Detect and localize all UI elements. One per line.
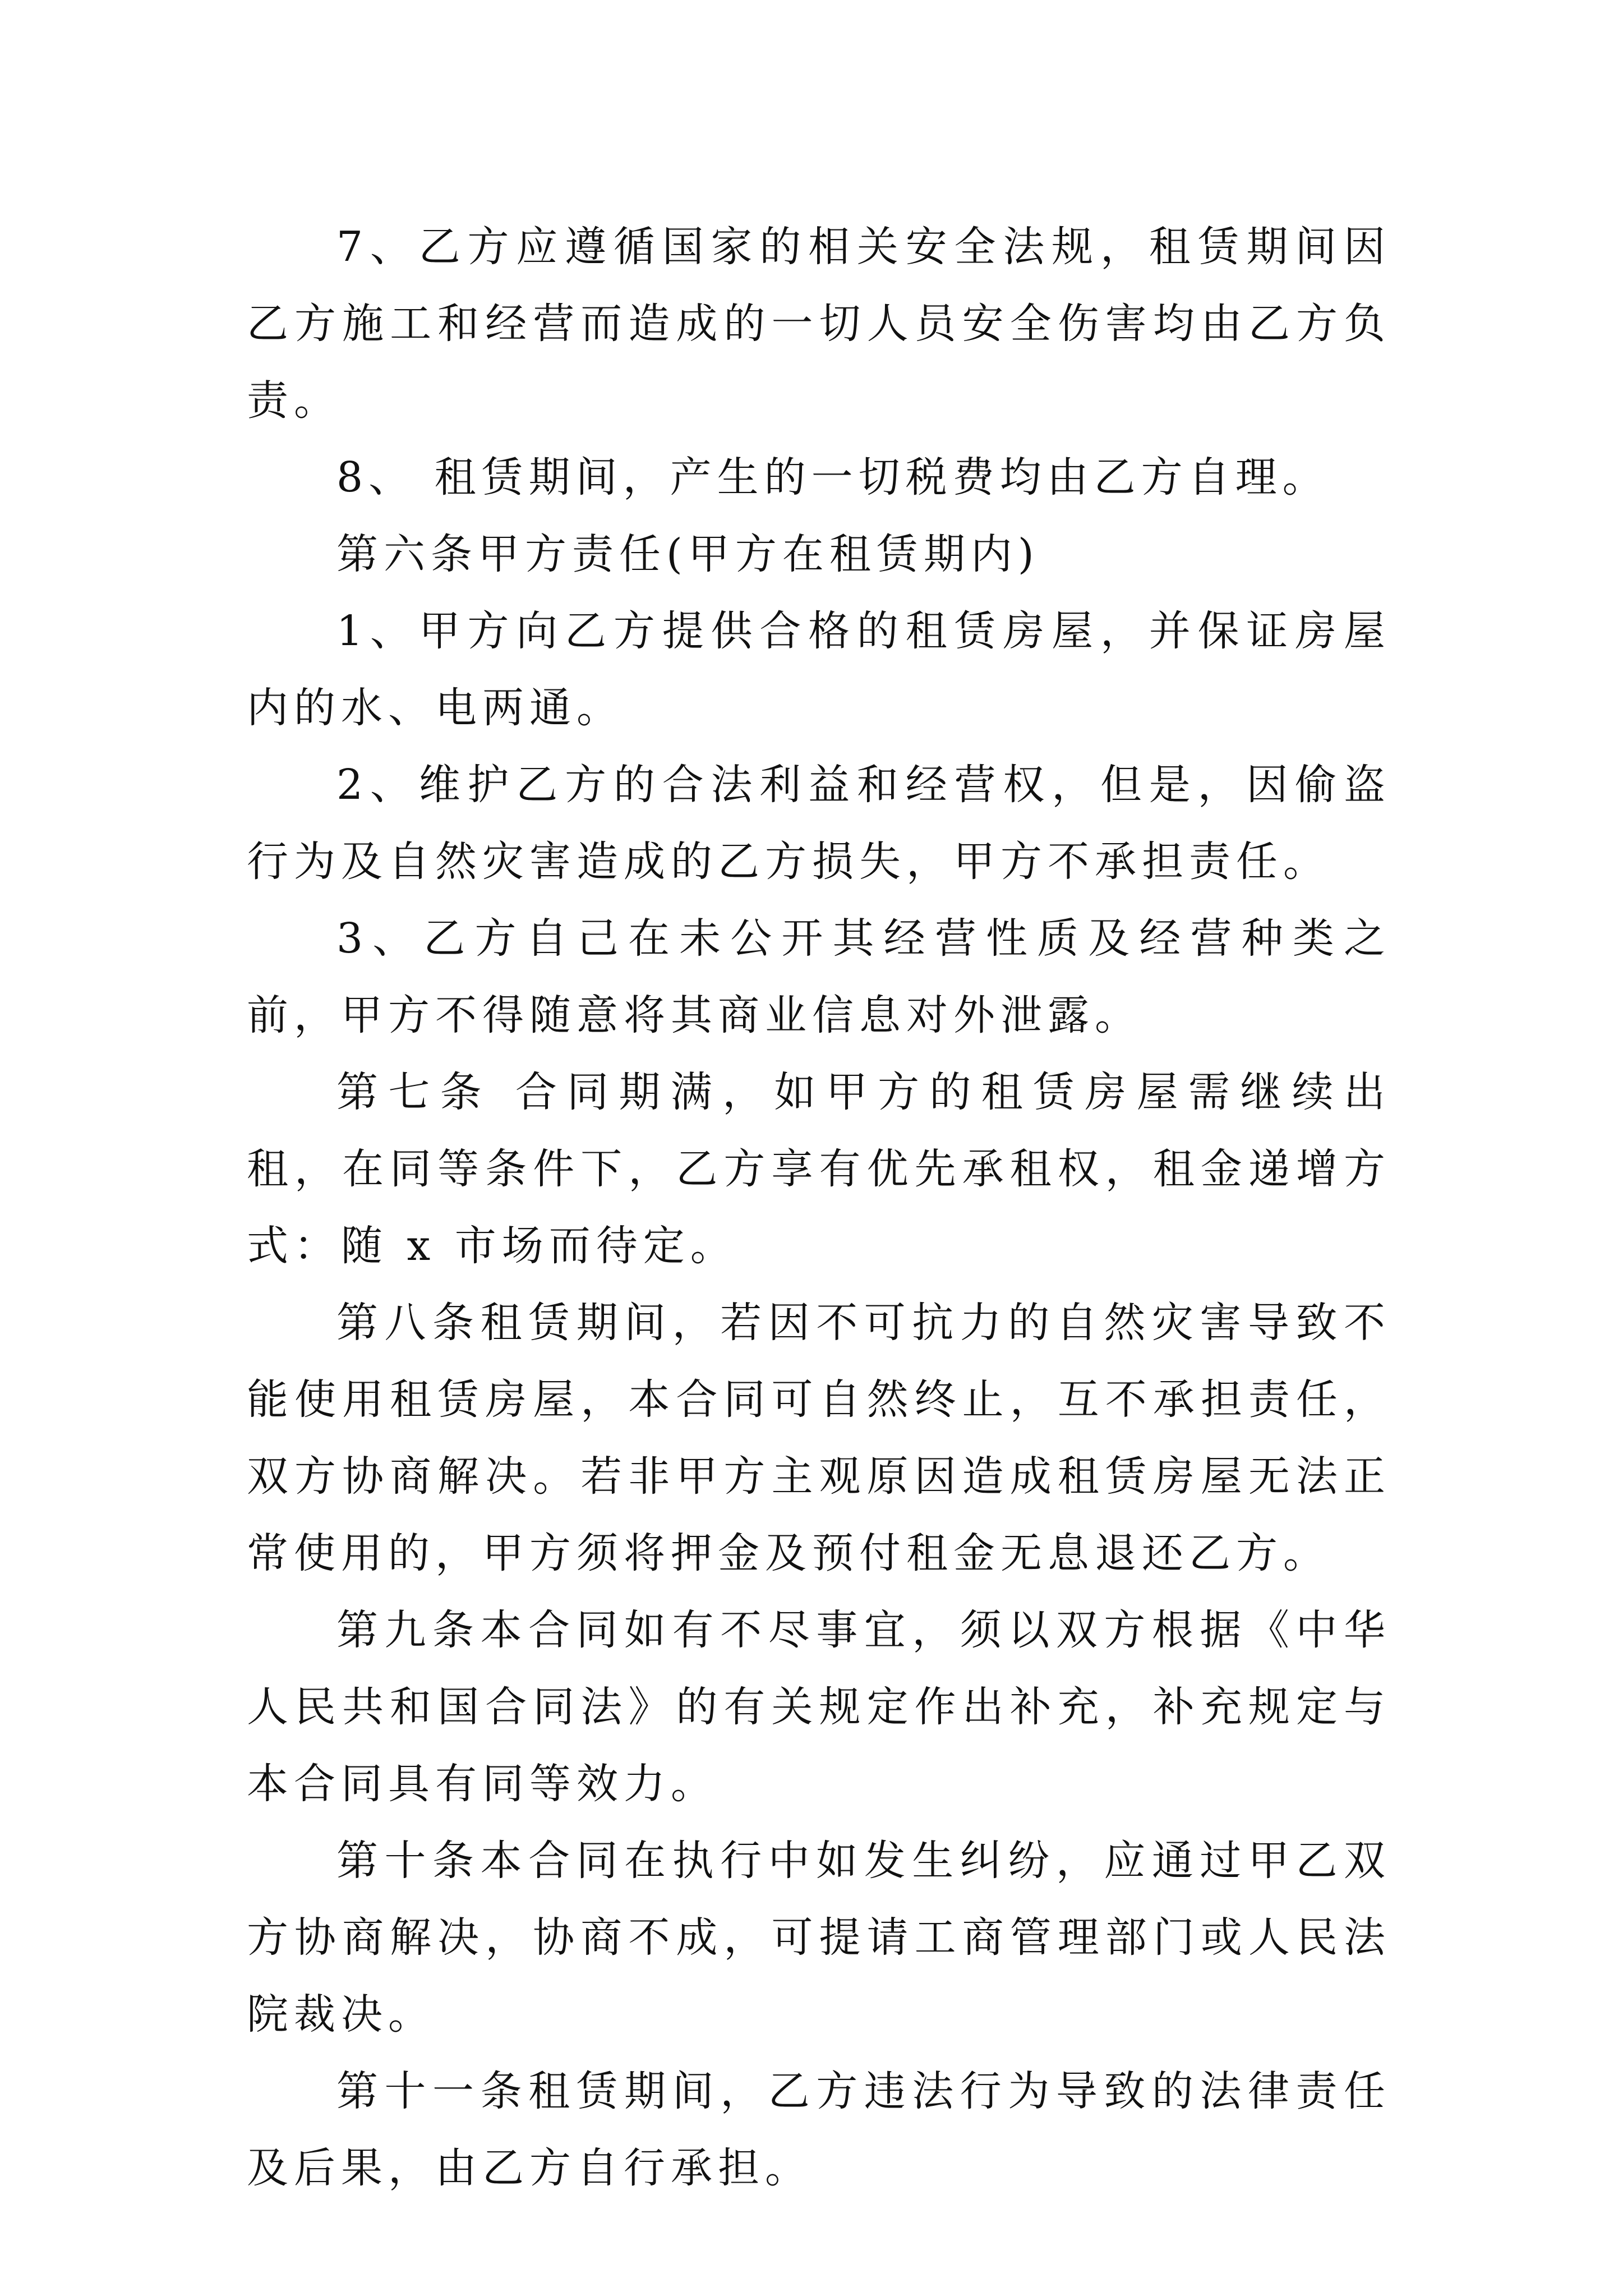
paragraph-article-8: 第八条租赁期间，若因不可抗力的自然灾害导致不能使用租赁房屋，本合同可自然终止，互不承担责任，双方协商解决。若非甲方主观原因造成租赁房屋无法正常使用的，甲方须将押金及预付租金无息退还乙方。 (247, 1299, 1391, 1577)
paragraph-article-9: 第九条本合同如有不尽事宜，须以双方根据《中华人民共和国合同法》的有关规定作出补充，补充规定与本合同具有同等效力。 (247, 1606, 1391, 1808)
section-heading-article-6: 第六条甲方责任(甲方在租赁期内) (336, 530, 1040, 578)
paragraph-lessor-duty-2: 2、维护乙方的合法利益和经营权，但是，因偷盗行为及自然灾害造成的乙方损失，甲方不承担责任。 (247, 761, 1391, 886)
paragraph-lessor-duty-1: 1、甲方向乙方提供合格的租赁房屋，并保证房屋内的水、电两通。 (247, 607, 1391, 732)
paragraph-article-11: 第十一条租赁期间，乙方违法行为导致的法律责任及后果，由乙方自行承担。 (247, 2067, 1391, 2192)
document-body (247, 209, 1391, 2207)
paragraph-article-7: 第七条 合同期满，如甲方的租赁房屋需继续出租，在同等条件下，乙方享有优先承租权，租金递增方式：随 x 市场而待定。 (247, 1068, 1391, 1270)
paragraph-article-10: 第十条本合同在执行中如发生纠纷，应通过甲乙双方协商解决，协商不成，可提请工商管理部门或人民法院裁决。 (247, 1837, 1391, 2039)
paragraph-clause-7: 7、乙方应遵循国家的相关安全法规，租赁期间因乙方施工和经营而造成的一切人员安全伤害均由乙方负责。 (247, 223, 1391, 425)
paragraph-lessor-duty-3: 3、乙方自己在未公开其经营性质及经营种类之前，甲方不得随意将其商业信息对外泄露。 (247, 914, 1391, 1039)
paragraph-clause-8: 8、 租赁期间，产生的一切税费均由乙方自理。 (336, 453, 1330, 501)
